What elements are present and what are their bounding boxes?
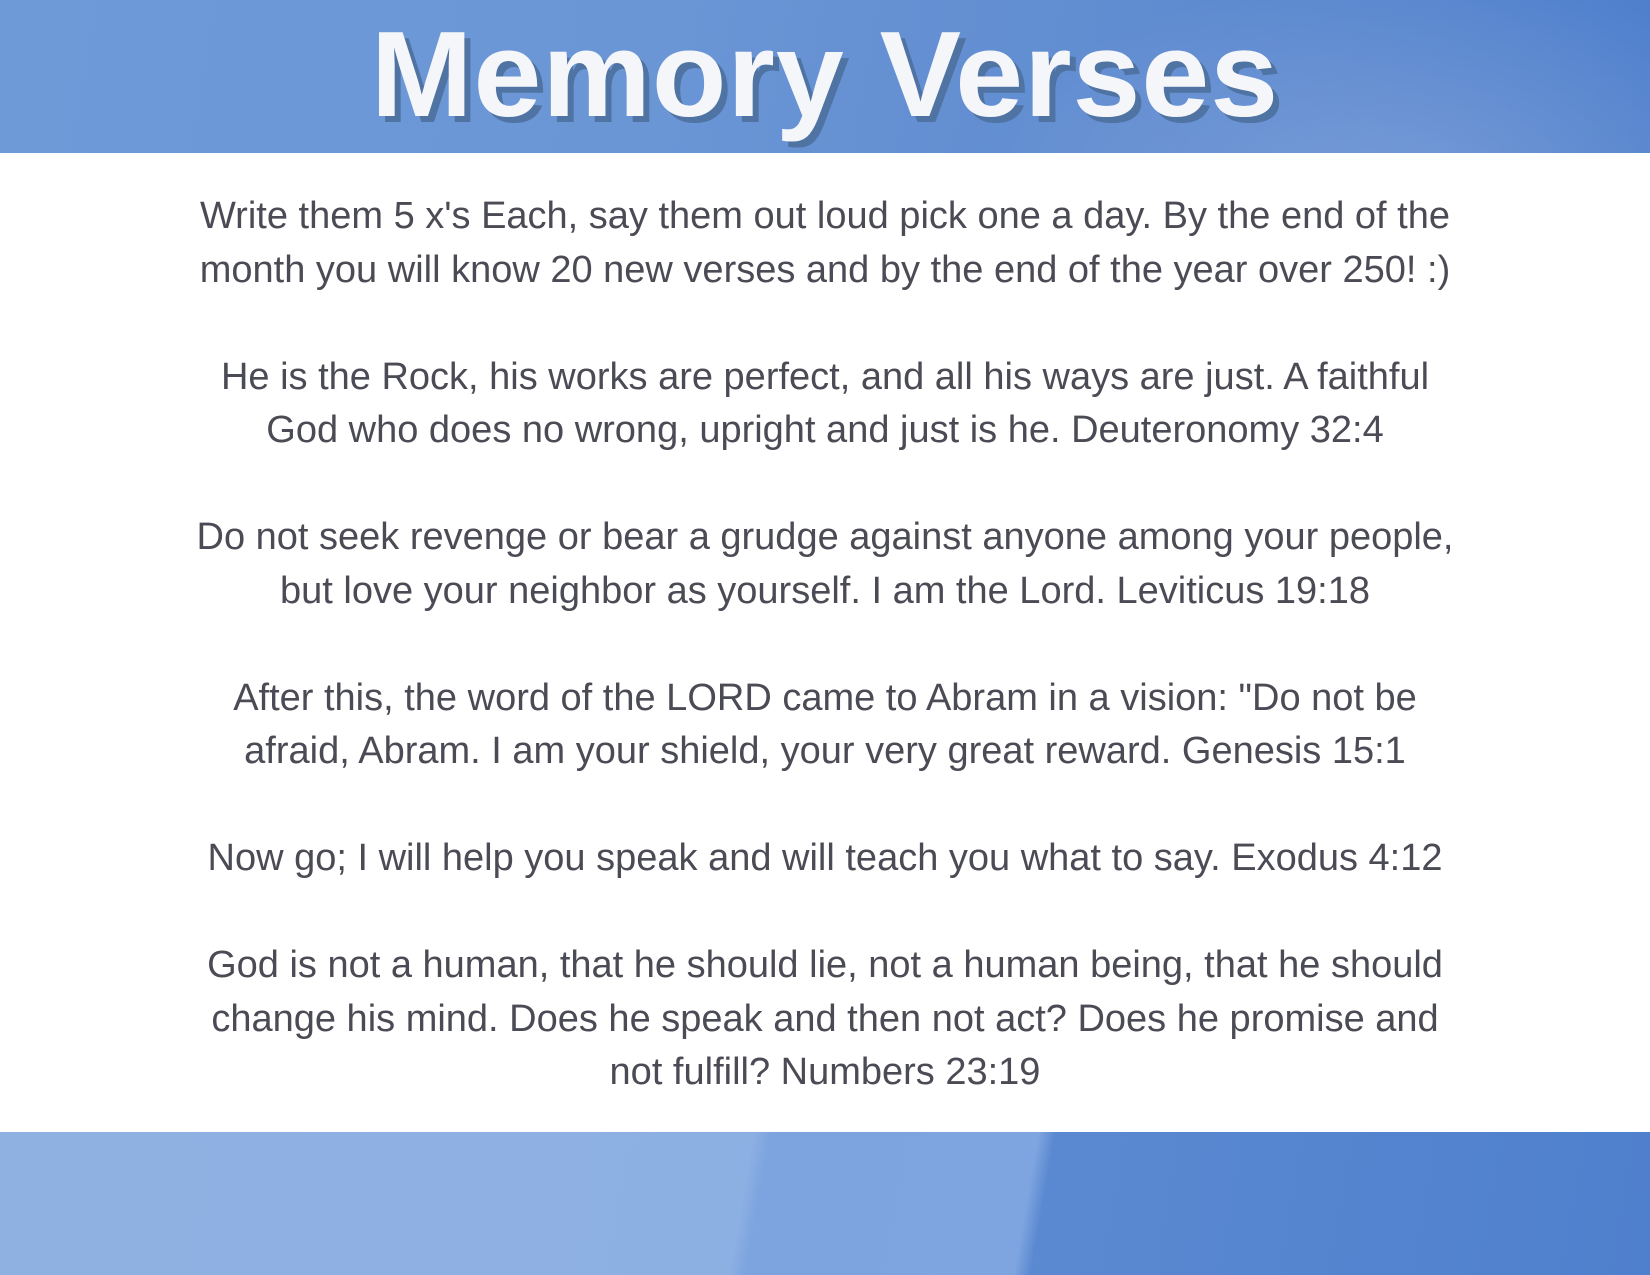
page-title: Memory Verses — [370, 6, 1280, 142]
text-line: but love your neighbor as yourself. I am the Lord. Leviticus 19:18 — [280, 569, 1370, 612]
intro-paragraph — [115, 190, 1535, 297]
text-line: He is the Rock, his works are perfect, and all his ways are just. A faithful — [220, 355, 1430, 398]
text-line: Now go; I will help you speak and will teach you what to say. Exodus 4:12 — [207, 837, 1443, 879]
verse-deuteronomy — [115, 351, 1535, 458]
text-line: month you will know 20 new verses and by the end of the year over 250! :) — [199, 248, 1451, 291]
text-line: God is not a human, that he should lie, not a human being, that he should — [207, 944, 1443, 986]
verse-leviticus — [115, 511, 1535, 618]
text-line: not fulfill? Numbers 23:19 — [609, 1051, 1041, 1093]
text-line: Write them 5 x's Each, say them out loud pick one a day. By the end of the — [200, 195, 1450, 237]
verse-numbers — [115, 939, 1535, 1100]
text-line: Do not seek revenge or bear a grudge against anyone among your people, — [196, 516, 1454, 558]
text-line: afraid, Abram. I am your shield, your very great reward. Genesis 15:1 — [244, 730, 1406, 772]
text-line: change his mind. Does he speak and then not act? Does he promise and — [211, 997, 1439, 1040]
header-banner — [0, 0, 1650, 153]
text-line: God who does no wrong, upright and just is he. Deuteronomy 32:4 — [266, 409, 1384, 451]
verses-content — [115, 190, 1535, 1153]
verse-genesis — [115, 672, 1535, 779]
verse-exodus — [115, 832, 1535, 886]
text-line: After this, the word of the LORD came to Abram in a vision: "Do not be — [233, 676, 1417, 719]
footer-banner — [0, 1132, 1650, 1275]
